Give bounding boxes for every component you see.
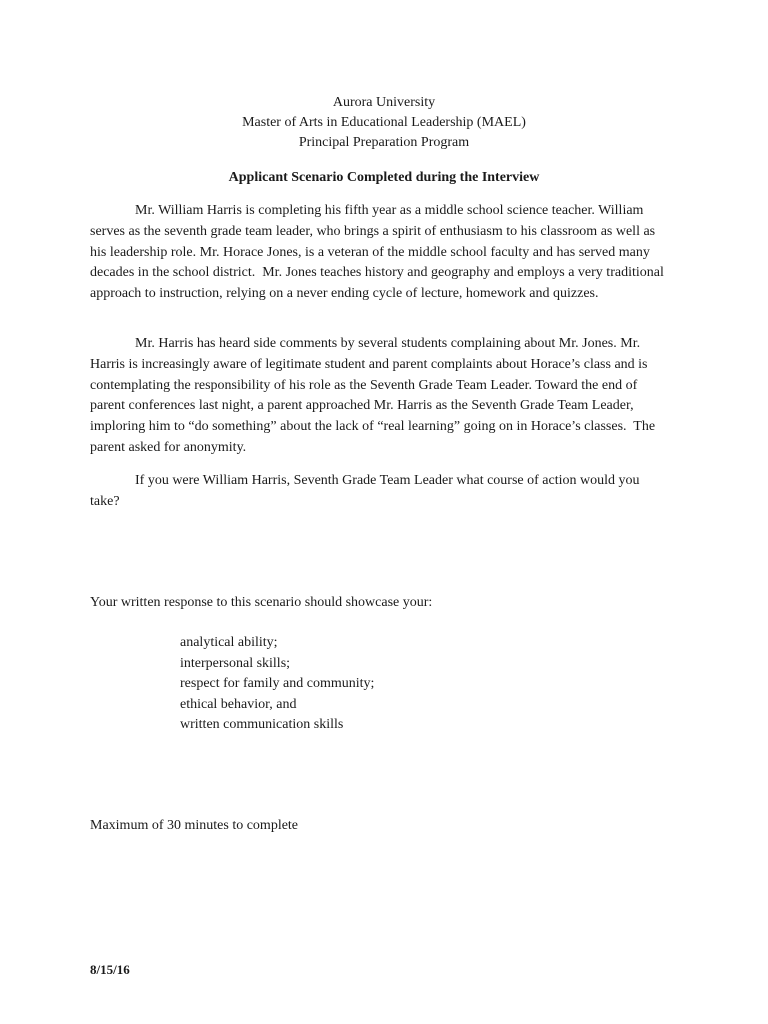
skills-list bbox=[180, 633, 374, 736]
skill-item: analytical ability; bbox=[180, 635, 278, 650]
skill-item: respect for family and community; bbox=[180, 676, 375, 691]
scenario-question: If you were William Harris, Seventh Grade Team Leader what course of action would you take? bbox=[90, 473, 643, 509]
document-title: Applicant Scenario Completed during the Interview bbox=[228, 170, 540, 185]
scenario-paragraph-2: Mr. Harris has heard side comments by several students complaining about Mr. Jones. Mr. Harris is increasingly aware of legitimate student and parent complaints about Horace’s class and is contemplating the responsibility of his role as the Seventh Grade Team Leader. Toward the end of parent conferences last night, a parent approached Mr. Harris as the Seventh Grade Team Leader, imploring him to “do something” about the lack of “real learning” going on in Horace’s classes. The parent asked for anonymity. bbox=[90, 336, 659, 455]
document-header bbox=[0, 93, 768, 153]
university-name: Aurora University bbox=[332, 95, 436, 110]
skill-item: interpersonal skills; bbox=[180, 655, 291, 671]
program-name: Master of Arts in Educational Leadership (MAEL) bbox=[242, 115, 526, 130]
showcase-intro: Your written response to this scenario should showcase your: bbox=[90, 595, 433, 610]
skill-item: written communication skills bbox=[180, 717, 344, 732]
document-date: 8/15/16 bbox=[90, 962, 130, 977]
time-limit-note: Maximum of 30 minutes to complete bbox=[90, 818, 299, 833]
scenario-paragraph-1: Mr. William Harris is completing his fifth year as a middle school science teacher. William serves as the seventh grade team leader, who brings a spirit of enthusiasm to his classroom as well as his leadership role. Mr. Horace Jones, is a veteran of the middle school faculty and has served many decades in the school district. Mr. Jones teaches history and geography and employs a very traditional approach to instruction, relying on a never ending cycle of lecture, homework and quizzes. bbox=[90, 203, 668, 302]
subprogram-name: Principal Preparation Program bbox=[298, 135, 470, 150]
skill-item: ethical behavior, and bbox=[180, 696, 297, 712]
